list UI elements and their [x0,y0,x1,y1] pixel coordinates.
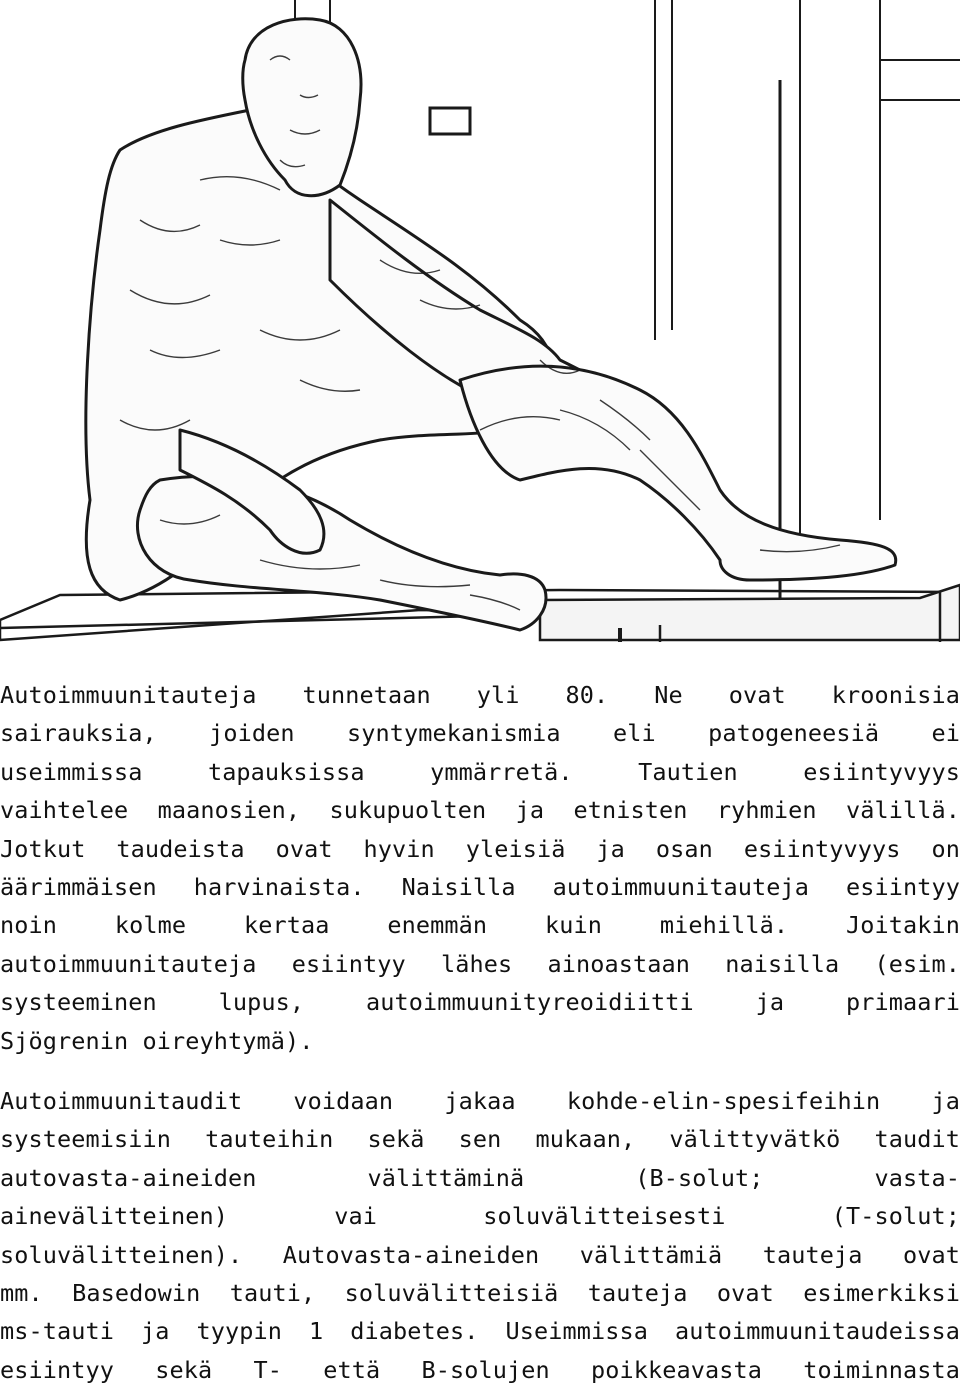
text-line: useimmissa tapauksissa ymmärretä. Tautien esiintyvyys [0,757,960,786]
text-line: äärimmäisen harvinaista. Naisilla autoimmuunitauteja esiintyy [0,873,960,902]
text-line: Autoimmuunitauteja tunnetaan yli 80. Ne ovat kroonisia [0,681,960,709]
text-line: Jotkut taudeista ovat hyvin yleisiä ja osan esiintyvyys on [0,834,960,863]
text-line: autoimmuunitauteja esiintyy lähes ainoastaan naisilla (esim. [0,949,960,978]
text-line: Sjögrenin oireyhtymä). [0,1026,314,1055]
text-line: esiintyy sekä T- että B-solujen poikkeavasta toiminnasta [0,1355,960,1384]
text-line: Autoimmuunitaudit voidaan jakaa kohde-elin-spesifeihin ja [0,1087,960,1115]
paragraph-autoimmune-classification [0,1082,960,1389]
text-line: vaihtelee maanosien, sukupuolten ja etnisten ryhmien välillä. [0,796,960,825]
text-line: noin kolme kertaa enemmän kuin miehillä. Joitakin [0,911,960,940]
text-line: soluvälitteinen). Autovasta-aineiden välittämiä tauteja ovat [0,1240,960,1269]
seated-figure-sculpture-sketch-icon [0,0,960,642]
text-line: systeemisiin tauteihin sekä sen mukaan, välittyvätkö taudit [0,1125,960,1154]
sculpture-illustration [0,0,960,642]
text-line: mm. Basedowin tauti, soluvälitteisiä tauteja ovat esimerkiksi [0,1279,960,1308]
text-line: ms-tauti ja tyypin 1 diabetes. Useimmissa autoimmuunitaudeissa [0,1317,960,1346]
text-line: systeeminen lupus, autoimmuunityreoidiitti ja primaari [0,988,960,1017]
text-line: sairauksia, joiden syntymekanismia eli patogeneesiä ei [0,719,960,748]
text-line: autovasta-aineiden välittäminä (B-solut; vasta- [0,1163,960,1192]
paragraph-autoimmune-prevalence [0,676,960,1060]
text-line: ainevälitteinen) vai soluvälitteisesti (T-solut; [0,1202,960,1231]
